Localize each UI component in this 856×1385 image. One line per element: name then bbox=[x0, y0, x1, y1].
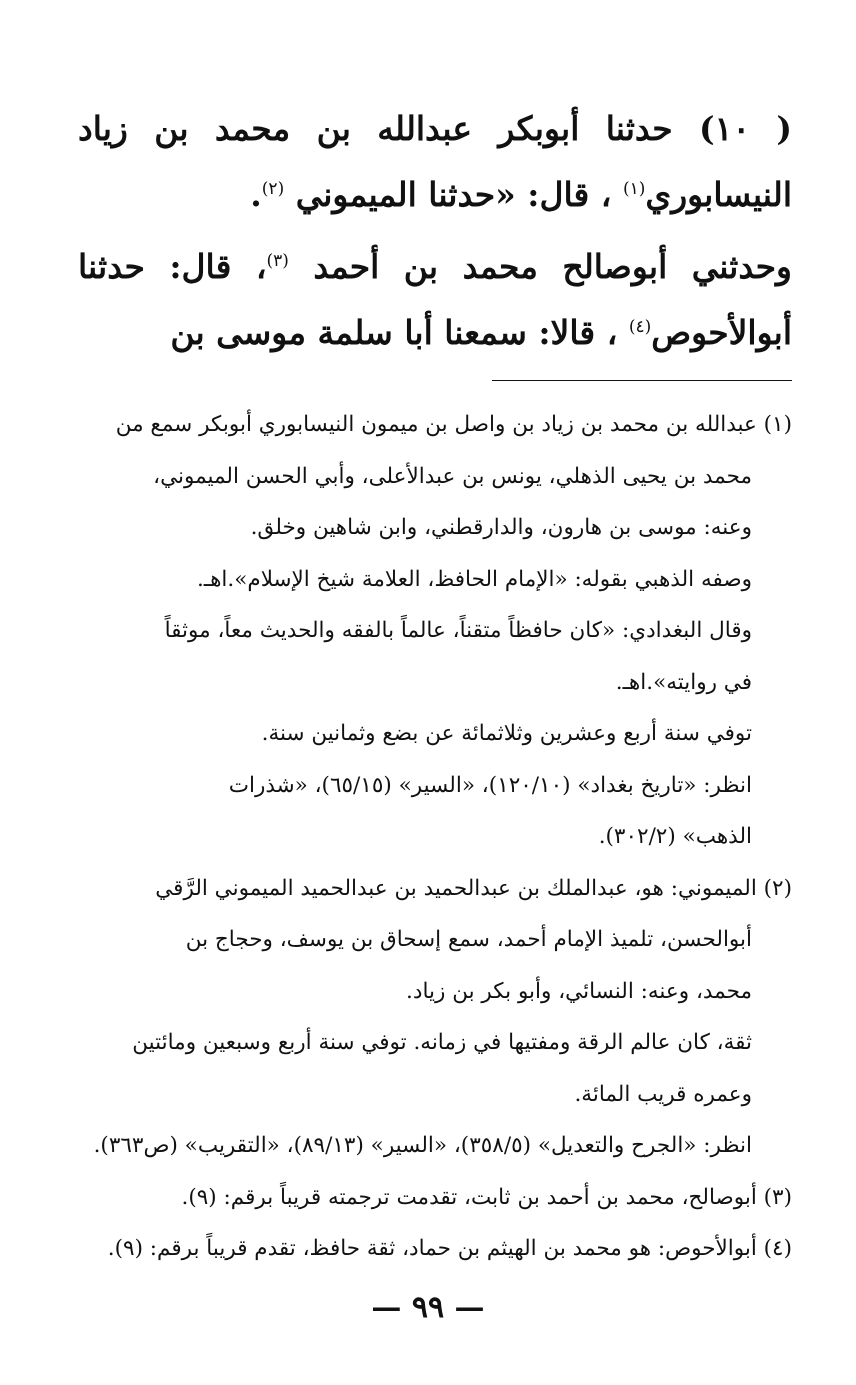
paragraph-hadith-10 bbox=[78, 96, 792, 228]
main-text bbox=[78, 96, 792, 366]
main-text-line: أبوالأحوص bbox=[651, 313, 792, 352]
main-text-line: وحدثني أبوصالح محمد بن أحمد bbox=[313, 247, 792, 286]
footnote-line: وصفه الذهبي بقوله: «الإمام الحافظ، العلامة شيخ الإسلام».اهـ. bbox=[196, 566, 752, 592]
main-text-line: . bbox=[250, 175, 262, 214]
footnote-2 bbox=[78, 863, 792, 1172]
footnote-line: (٣) أبوصالح، محمد بن أحمد بن ثابت، تقدمت ترجمته قريباً برقم: (٩). bbox=[181, 1184, 792, 1210]
footnote-marker-4[interactable]: (٤) bbox=[628, 317, 652, 337]
footnote-line: وقال البغدادي: «كان حافظاً متقناً، عالماً بالفقه والحديث معاً، موثقاً bbox=[164, 618, 752, 643]
footnote-separator bbox=[492, 380, 792, 381]
footnote-line: انظر: «الجرح والتعديل» (٣٥٨/٥)، «السير» (٨٩/١٣)، «التقريب» (ص٣٦٣). bbox=[93, 1133, 752, 1158]
footnote-line: محمد بن يحيى الذهلي، يونس بن عبدالأعلى، وأبي الحسن الميموني، bbox=[153, 463, 752, 489]
footnote-line: الذهب» (٣٠٢/٢). bbox=[598, 824, 752, 849]
paragraph-second-chain bbox=[78, 234, 792, 366]
footnotes bbox=[78, 399, 792, 1275]
main-text-line: النيسابوري bbox=[645, 175, 792, 214]
footnote-marker-2[interactable]: (٢) bbox=[261, 179, 285, 199]
footnote-marker-1[interactable]: (١) bbox=[622, 179, 646, 199]
footnote-line: انظر: «تاريخ بغداد» (١٢٠/١٠)، «السير» (٦٥/١٥)، «شذرات bbox=[228, 772, 752, 798]
footnote-1 bbox=[78, 399, 792, 863]
footnote-line: ثقة، كان عالم الرقة ومفتيها في زمانه. توفي سنة أربع وسبعين ومائتين bbox=[132, 1030, 752, 1055]
page-number: — ٩٩ — bbox=[371, 1290, 485, 1325]
footnote-line: (١) عبدالله بن محمد بن زياد بن واصل بن ميمون النيسابوري أبوبكر سمع من bbox=[115, 412, 792, 437]
main-text-line: ، قال: حدثنا bbox=[78, 247, 267, 286]
footnote-line: (٢) الميموني: هو، عبدالملك بن عبدالحميد بن عبدالحميد الميموني الرَّقي bbox=[155, 875, 792, 901]
footnote-line: وعنه: موسى بن هارون، والدارقطني، وابن شاهين وخلق. bbox=[250, 515, 752, 540]
footnote-marker-3[interactable]: (٣) bbox=[266, 251, 289, 271]
footnote-line: في روايته».اهـ. bbox=[615, 669, 752, 695]
footnote-line: (٤) أبوالأحوص: هو محمد بن الهيثم بن حماد، ثقة حافظ، تقدم قريباً برقم: (٩). bbox=[107, 1236, 792, 1261]
main-text-line: ، قال: «حدثنا الميموني bbox=[295, 175, 612, 214]
footnote-line: وعمره قريب المائة. bbox=[574, 1081, 752, 1107]
book-page bbox=[78, 96, 792, 1275]
footnote-line: توفي سنة أربع وعشرين وثلاثمائة عن بضع وثمانين سنة. bbox=[261, 721, 752, 746]
main-text-line: ، قالا: سمعنا أبا سلمة موسى بن bbox=[170, 313, 618, 352]
footnote-line: أبوالحسن، تلميذ الإمام أحمد، سمع إسحاق بن يوسف، وحجاج بن bbox=[185, 927, 752, 952]
footnote-3 bbox=[78, 1172, 792, 1224]
footnote-line: محمد، وعنه: النسائي، وأبو بكر بن زياد. bbox=[406, 978, 752, 1004]
footnote-4 bbox=[78, 1223, 792, 1275]
main-text-line: ( ١٠) حدثنا أبوبكر عبدالله بن محمد بن زياد bbox=[78, 109, 792, 148]
